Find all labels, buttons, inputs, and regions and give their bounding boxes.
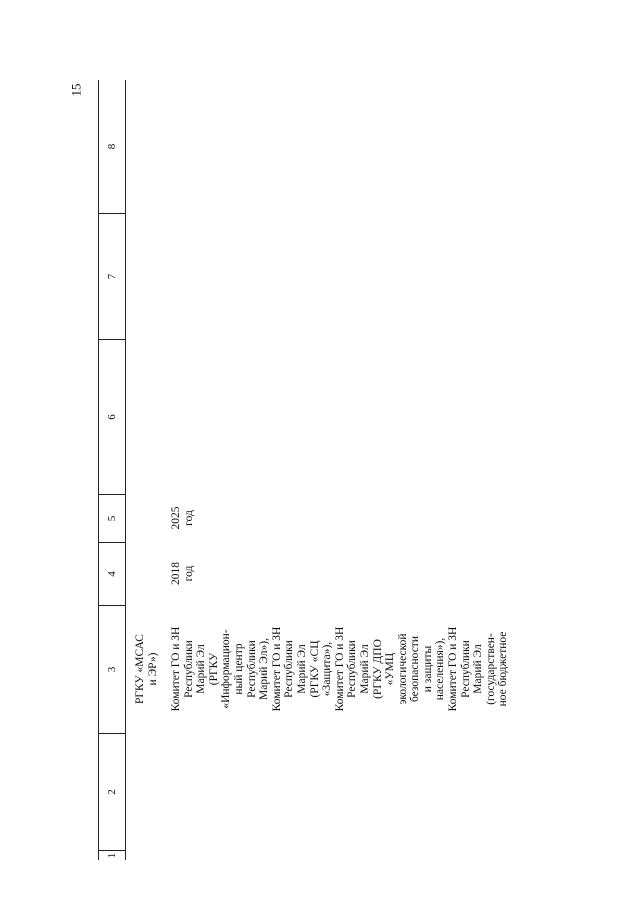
col-header-2: 2 <box>99 733 125 850</box>
table-header <box>98 80 126 860</box>
col3-line: Республики <box>346 640 359 698</box>
col3-line: Республики <box>459 640 472 698</box>
col3-line: ный центр <box>232 643 245 695</box>
col3-line: Республики <box>283 640 296 698</box>
col3-line: Республики <box>182 640 195 698</box>
col3-line: Марий Эл <box>195 644 208 694</box>
col3-line: (РГКУ <box>207 652 220 686</box>
col3-line: Комитет ГО и ЗН <box>447 626 460 712</box>
col5-line: год <box>182 510 195 526</box>
col3-line: Марий Эл»), <box>258 638 271 700</box>
col3-main-text <box>170 605 510 733</box>
col3-line: (РГКУ ДПО <box>371 639 384 699</box>
col3-line: РГКУ «МСАС <box>134 634 146 704</box>
col4-line: 2018 <box>170 562 182 585</box>
col-header-5: 5 <box>99 494 125 542</box>
col-header-7: 7 <box>99 213 125 339</box>
col3-line: Комитет ГО и ЗН <box>270 626 283 712</box>
col3-line: и ЭР») <box>146 652 159 686</box>
col3-top-text <box>134 605 159 733</box>
col5-text <box>170 494 195 542</box>
col3-line: и защиты <box>421 645 434 693</box>
col3-line: ное бюджетное <box>497 631 510 707</box>
col4-text <box>170 542 195 605</box>
col3-line: Комитет ГО и ЗН <box>333 626 346 712</box>
col3-line: Марий Эл <box>295 644 308 694</box>
col3-line: Комитет ГО и ЗН <box>170 626 182 712</box>
col3-line: Марий Эл <box>472 644 485 694</box>
col3-line: безопасности <box>409 636 422 703</box>
col3-line: Республики <box>245 640 258 698</box>
col5-line: 2025 <box>170 506 182 530</box>
col-header-4: 4 <box>99 542 125 605</box>
col3-line: «Защита»), <box>321 641 334 697</box>
col-header-3: 3 <box>99 605 125 733</box>
col-header-6: 6 <box>99 339 125 494</box>
col3-line: «УМЦ <box>384 652 397 686</box>
col3-line: Марий Эл <box>358 644 371 694</box>
col3-line: (государствен- <box>484 633 497 705</box>
col3-line: (РГКУ «СЦ <box>308 640 321 698</box>
col-header-1: 1 <box>99 850 125 860</box>
col3-line: экологической <box>396 633 409 705</box>
rotated-table <box>98 80 628 860</box>
col3-line: «Информацион- <box>220 629 233 709</box>
col-header-8: 8 <box>106 143 118 150</box>
page-number: 15 <box>68 83 84 97</box>
col4-line: год <box>182 565 195 582</box>
col3-line: населения»), <box>434 637 447 701</box>
